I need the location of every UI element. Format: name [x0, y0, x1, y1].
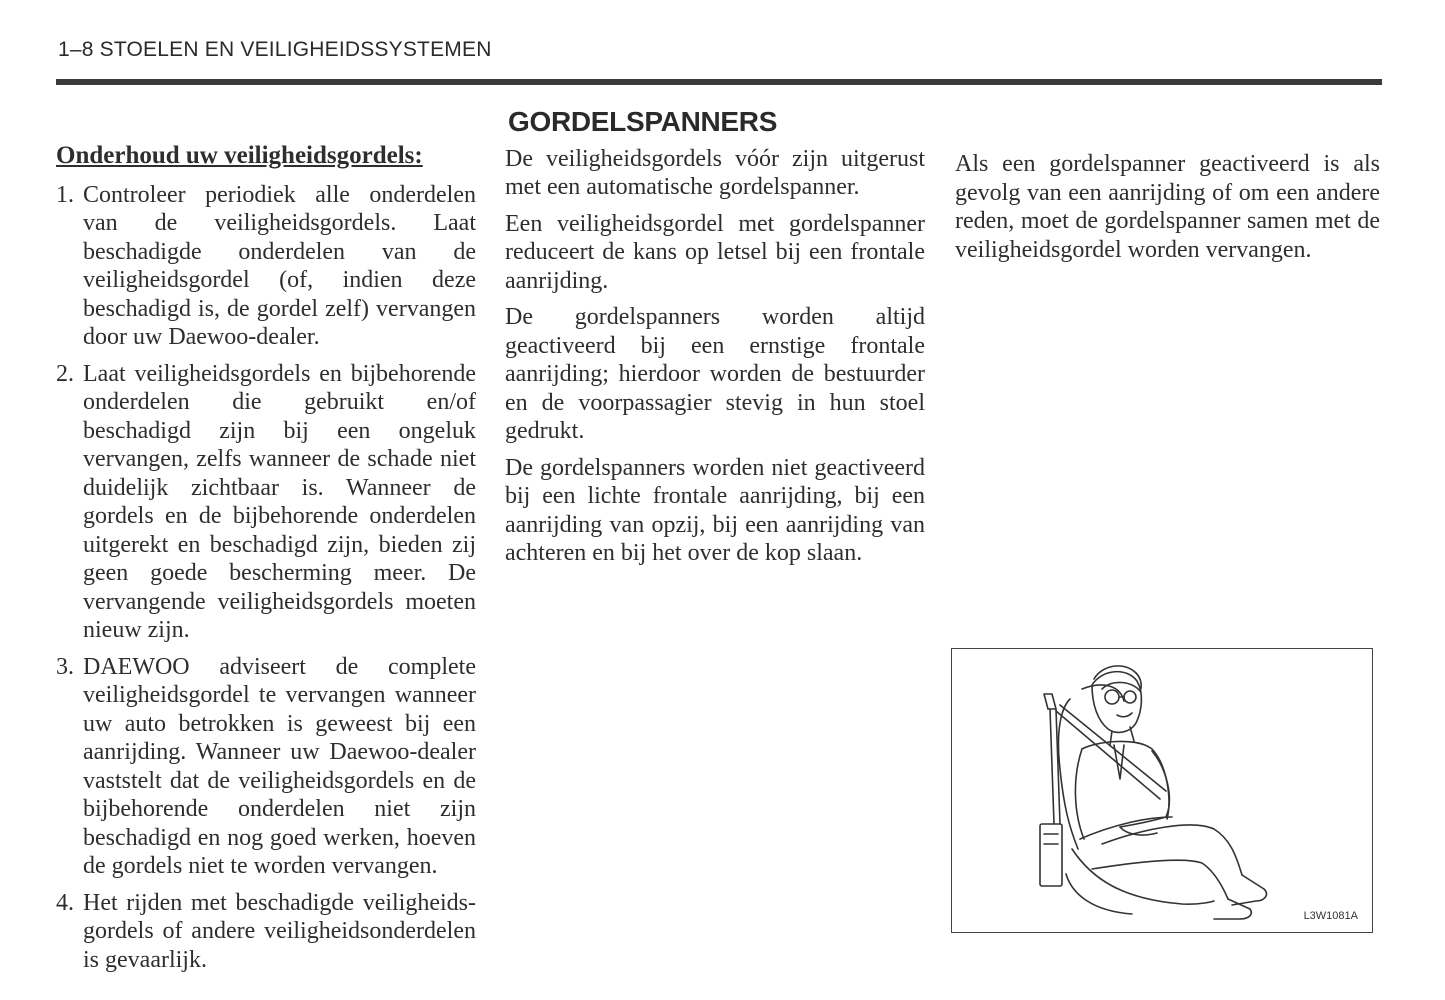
- list-item: [56, 181, 476, 352]
- seatbelt-pretensioner-figure: [951, 648, 1373, 933]
- seat-cushion-outline: [1072, 849, 1214, 904]
- seated-occupant-illustration: [952, 649, 1372, 932]
- running-header: 1–8 STOELEN EN VEILIGHEIDSSYSTEMEN: [58, 38, 492, 61]
- arm-outline: [1120, 751, 1169, 827]
- belt-webbing-vertical: [1050, 709, 1054, 824]
- list-item-text: Controleer periodiek alle onderdelen van de veiligheidsgordels. Laat beschadigde onderdelen van de veiligheidsgordel (of, indien deze beschadigd is, de gordel zelf) vervangen door uw Daewoo-dealer.: [83, 181, 476, 350]
- paragraph: De gordelspanners worden altijd geactiveerd bij een ernstige frontale aanrijding; hierdoor worden de bestuurder en de voorpassagier stevig in hun stoel gedrukt.: [505, 304, 925, 444]
- maintenance-list: [56, 181, 476, 975]
- header-rule: [56, 79, 1382, 85]
- middle-column: [505, 108, 925, 576]
- maintenance-subheading: Onderhoud uw veiligheidsgordels:: [56, 142, 423, 169]
- list-item-text: Het rijden met beschadigde veiligheids-gordels of andere veiligheidsonderdelen is gevaarlijk.: [83, 889, 476, 973]
- list-item: [56, 360, 476, 645]
- belt-webbing-diagonal: [1056, 711, 1160, 799]
- list-item-number: 1.: [56, 181, 74, 208]
- list-item-number: 3.: [56, 653, 74, 680]
- glasses-left-icon: [1105, 690, 1119, 704]
- leg-outline: [1102, 825, 1242, 875]
- torso-outline: [1082, 741, 1169, 819]
- figure-code: L3W1081A: [1303, 910, 1358, 922]
- list-item-text: Laat veiligheidsgordels en bijbehorende onderdelen die gebruikt en/of beschadigd zijn bij een ongeluk vervangen, zelfs wanneer de schade niet duidelijk zichtbaar is. Wanneer de gordels en de bijbehorende onderdelen uitgerekt en beschadigd zijn, bieden zij geen goede bescherming meer. De vervangende veiligheidsgordels moeten nieuw zijn.: [83, 360, 476, 643]
- list-item: [56, 653, 476, 881]
- paragraph: De gordelspanners worden niet geactiveerd bij een lichte frontale aanrijding, bij een aanrijding van opzij, bij een aanrijding van achteren en bij het over de kop slaan.: [505, 454, 925, 566]
- list-item-text: DAEWOO adviseert de complete veiligheidsgordel te vervangen wanneer uw auto betrokken is geweest bij een aanrijding. Wanneer uw Daewoo-dealer vaststelt dat de veiligheidsgordels en de bijbehorende onderdelen niet zijn beschadigd en nog goed werken, hoeven de gordels niet te worden vervangen.: [83, 653, 476, 879]
- paragraph: Als een gordelspanner geactiveerd is als gevolg van een aanrijding of om een andere reden, moet de gordelspanner samen met de veiligheidsgordel worden vervangen.: [955, 151, 1380, 263]
- right-column: [955, 150, 1380, 272]
- paragraph: Een veiligheidsgordel met gordelspanner reduceert de kans op letsel bij een frontale aanrijding.: [505, 210, 925, 294]
- section-title: GORDELSPANNERS: [508, 106, 778, 137]
- list-item-number: 2.: [56, 360, 74, 387]
- belt-anchor-icon: [1044, 694, 1056, 709]
- list-item-number: 4.: [56, 889, 74, 916]
- left-column: [56, 142, 476, 982]
- paragraph: De veiligheidsgordels vóór zijn uitgerust met een automatische gordelspanner.: [505, 145, 925, 200]
- list-item: [56, 889, 476, 975]
